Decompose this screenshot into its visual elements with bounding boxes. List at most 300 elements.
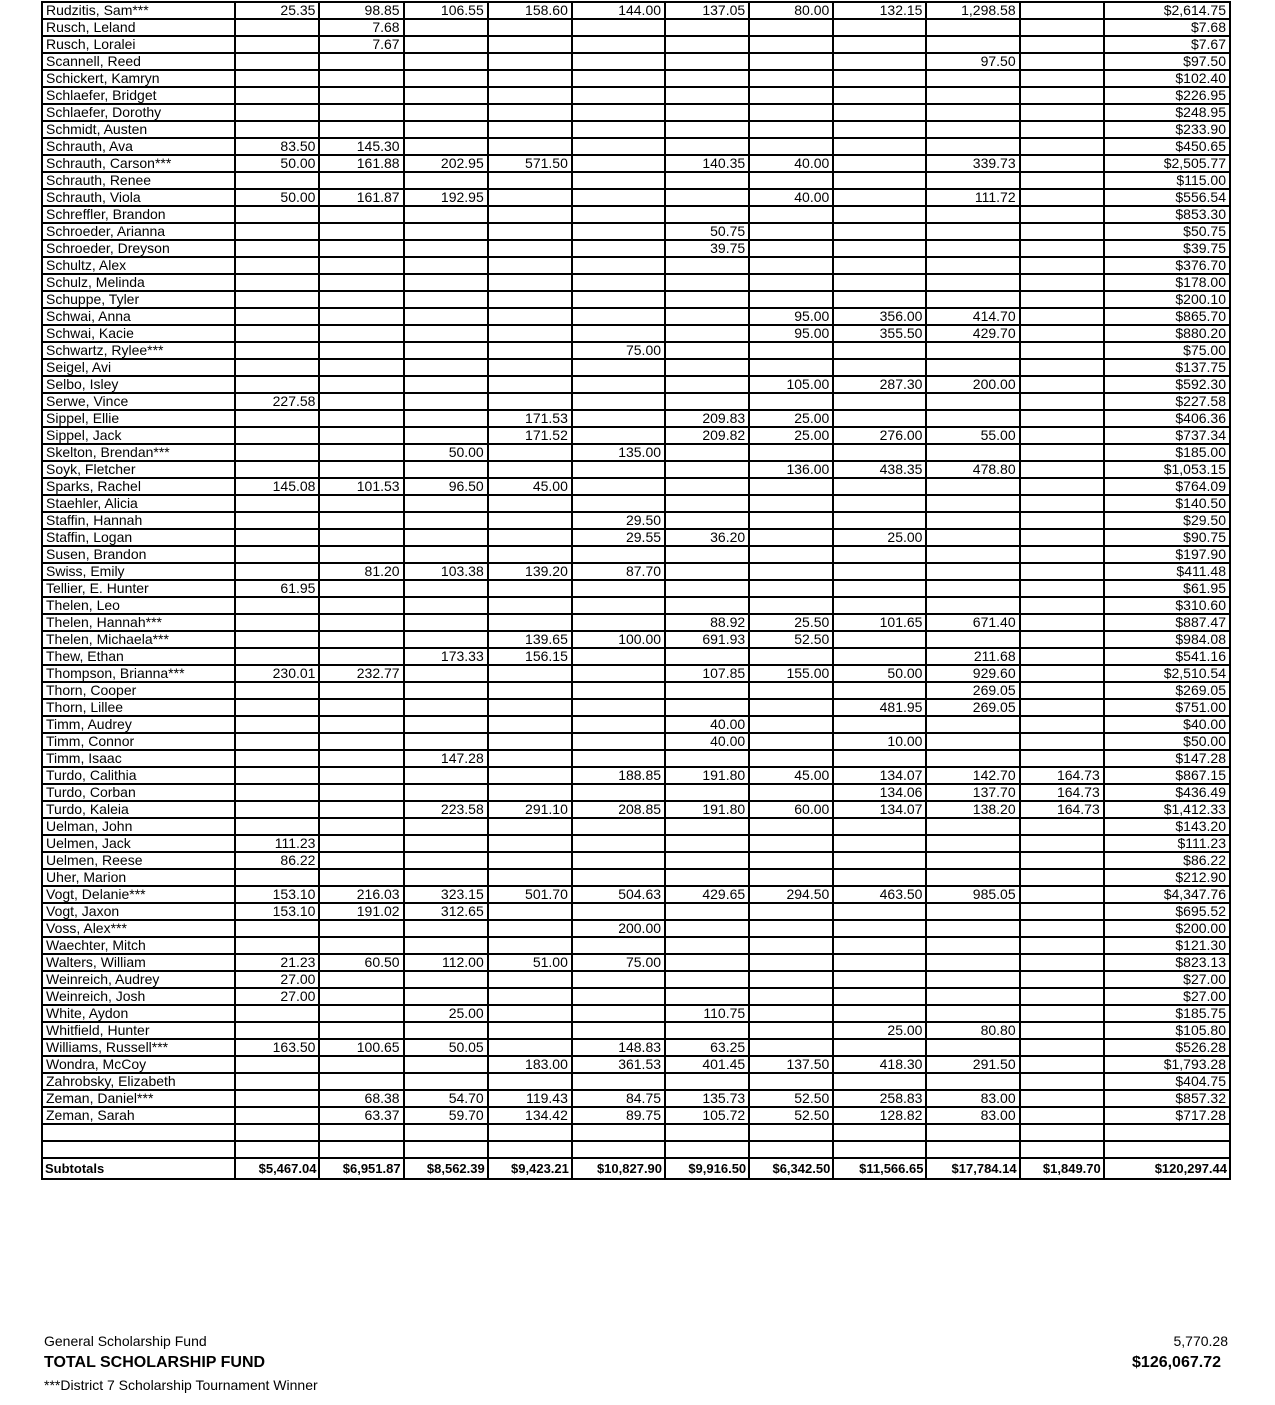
amount-cell [665, 342, 749, 359]
amount-cell [572, 325, 665, 342]
student-name-cell: Wondra, McCoy [42, 1056, 235, 1073]
amount-cell [319, 682, 403, 699]
student-name-cell: Williams, Russell*** [42, 1039, 235, 1056]
amount-cell: 269.05 [926, 699, 1019, 716]
amount-cell [319, 614, 403, 631]
amount-cell [749, 495, 833, 512]
amount-cell [572, 36, 665, 53]
amount-cell: 134.07 [833, 801, 926, 818]
table-row [42, 478, 1230, 495]
amount-cell: 88.92 [665, 614, 749, 631]
amount-cell: 7.67 [319, 36, 403, 53]
amount-cell: 134.07 [833, 767, 926, 784]
amount-cell [404, 580, 488, 597]
winner-footnote: ***District 7 Scholarship Tournament Winner [44, 1377, 318, 1393]
amount-cell [319, 767, 403, 784]
row-total-cell: $737.34 [1104, 427, 1230, 444]
amount-cell [749, 393, 833, 410]
amount-cell: 75.00 [572, 954, 665, 971]
amount-cell [665, 172, 749, 189]
amount-cell: 164.73 [1020, 784, 1104, 801]
table-row [42, 223, 1230, 240]
row-total-cell: $185.00 [1104, 444, 1230, 461]
amount-cell [488, 937, 572, 954]
amount-cell: 86.22 [235, 852, 319, 869]
amount-cell: 98.85 [319, 2, 403, 19]
student-name-cell: Uelmen, Reese [42, 852, 235, 869]
amount-cell [833, 869, 926, 886]
blank-cell [1020, 1141, 1104, 1158]
amount-cell: 40.00 [749, 189, 833, 206]
amount-cell [665, 920, 749, 937]
amount-cell [319, 869, 403, 886]
amount-cell [833, 155, 926, 172]
subtotal-cell: $6,951.87 [319, 1158, 403, 1179]
amount-cell [488, 121, 572, 138]
amount-cell [488, 903, 572, 920]
amount-cell [749, 1073, 833, 1090]
amount-cell [926, 104, 1019, 121]
amount-cell [1020, 1073, 1104, 1090]
table-row [42, 733, 1230, 750]
blank-row [42, 1124, 1230, 1141]
table-row [42, 580, 1230, 597]
general-fund-label: General Scholarship Fund [44, 1333, 207, 1349]
amount-cell [833, 1005, 926, 1022]
table-row [42, 189, 1230, 206]
amount-cell [235, 53, 319, 70]
row-total-cell: $2,614.75 [1104, 2, 1230, 19]
amount-cell: 50.00 [235, 189, 319, 206]
amount-cell [1020, 1022, 1104, 1039]
amount-cell [665, 274, 749, 291]
student-name-cell: Schuppe, Tyler [42, 291, 235, 308]
amount-cell [833, 478, 926, 495]
amount-cell [1020, 121, 1104, 138]
amount-cell: 153.10 [235, 903, 319, 920]
student-name-cell: Rudzitis, Sam*** [42, 2, 235, 19]
student-name-cell: Swiss, Emily [42, 563, 235, 580]
amount-cell [926, 172, 1019, 189]
row-total-cell: $7.68 [1104, 19, 1230, 36]
row-total-cell: $2,510.54 [1104, 665, 1230, 682]
amount-cell [572, 614, 665, 631]
amount-cell [1020, 325, 1104, 342]
amount-cell [665, 971, 749, 988]
blank-row [42, 1141, 1230, 1158]
amount-cell [1020, 1107, 1104, 1124]
row-total-cell: $1,053.15 [1104, 461, 1230, 478]
amount-cell [488, 852, 572, 869]
amount-cell [833, 1073, 926, 1090]
table-row [42, 19, 1230, 36]
amount-cell [319, 410, 403, 427]
amount-cell [1020, 1090, 1104, 1107]
amount-cell [488, 818, 572, 835]
amount-cell: 27.00 [235, 971, 319, 988]
table-row [42, 1056, 1230, 1073]
general-fund-value: 5,770.28 [1173, 1333, 1228, 1349]
amount-cell [749, 19, 833, 36]
row-total-cell: $226.95 [1104, 87, 1230, 104]
table-row [42, 1090, 1230, 1107]
amount-cell [665, 835, 749, 852]
blank-cell [235, 1141, 319, 1158]
amount-cell [235, 1056, 319, 1073]
table-row [42, 614, 1230, 631]
student-name-cell: Whitfield, Hunter [42, 1022, 235, 1039]
amount-cell [833, 87, 926, 104]
row-total-cell: $865.70 [1104, 308, 1230, 325]
amount-cell [926, 818, 1019, 835]
amount-cell: 128.82 [833, 1107, 926, 1124]
amount-cell [235, 70, 319, 87]
amount-cell: 208.85 [572, 801, 665, 818]
amount-cell [319, 835, 403, 852]
amount-cell: 10.00 [833, 733, 926, 750]
amount-cell [235, 1090, 319, 1107]
amount-cell [1020, 699, 1104, 716]
amount-cell [749, 971, 833, 988]
amount-cell [404, 36, 488, 53]
amount-cell [235, 682, 319, 699]
amount-cell [833, 954, 926, 971]
amount-cell [833, 19, 926, 36]
amount-cell [665, 444, 749, 461]
row-total-cell: $90.75 [1104, 529, 1230, 546]
amount-cell [319, 104, 403, 121]
amount-cell: 103.38 [404, 563, 488, 580]
amount-cell [1020, 189, 1104, 206]
amount-cell: 227.58 [235, 393, 319, 410]
table-row [42, 376, 1230, 393]
amount-cell [235, 801, 319, 818]
amount-cell: 985.05 [926, 886, 1019, 903]
amount-cell: 7.68 [319, 19, 403, 36]
student-name-cell: Zeman, Daniel*** [42, 1090, 235, 1107]
amount-cell [926, 410, 1019, 427]
amount-cell [1020, 2, 1104, 19]
student-name-cell: Sippel, Ellie [42, 410, 235, 427]
student-name-cell: Thorn, Cooper [42, 682, 235, 699]
table-row [42, 36, 1230, 53]
student-name-cell: Schrauth, Carson*** [42, 155, 235, 172]
amount-cell [1020, 529, 1104, 546]
amount-cell [235, 648, 319, 665]
amount-cell [572, 461, 665, 478]
row-total-cell: $233.90 [1104, 121, 1230, 138]
amount-cell: 25.00 [833, 529, 926, 546]
amount-cell [488, 19, 572, 36]
amount-cell [665, 36, 749, 53]
blank-cell [833, 1141, 926, 1158]
amount-cell [572, 869, 665, 886]
blank-cell [572, 1141, 665, 1158]
amount-cell [572, 172, 665, 189]
amount-cell [235, 529, 319, 546]
amount-cell: 36.20 [665, 529, 749, 546]
amount-cell [572, 580, 665, 597]
amount-cell [833, 291, 926, 308]
amount-cell: 55.00 [926, 427, 1019, 444]
amount-cell [319, 597, 403, 614]
amount-cell: 25.00 [749, 410, 833, 427]
amount-cell [404, 70, 488, 87]
amount-cell [833, 223, 926, 240]
subtotal-cell: $11,566.65 [833, 1158, 926, 1179]
amount-cell [235, 597, 319, 614]
amount-cell [488, 274, 572, 291]
amount-cell [926, 121, 1019, 138]
amount-cell: 287.30 [833, 376, 926, 393]
amount-cell [1020, 546, 1104, 563]
amount-cell [1020, 308, 1104, 325]
table-row [42, 393, 1230, 410]
amount-cell [235, 750, 319, 767]
amount-cell [319, 648, 403, 665]
row-total-cell: $185.75 [1104, 1005, 1230, 1022]
amount-cell: 153.10 [235, 886, 319, 903]
amount-cell [488, 325, 572, 342]
amount-cell: 101.53 [319, 478, 403, 495]
row-total-cell: $200.10 [1104, 291, 1230, 308]
amount-cell [749, 172, 833, 189]
amount-cell [572, 937, 665, 954]
amount-cell [1020, 376, 1104, 393]
amount-cell [926, 206, 1019, 223]
amount-cell [926, 512, 1019, 529]
table-row [42, 495, 1230, 512]
amount-cell [235, 614, 319, 631]
amount-cell [235, 19, 319, 36]
amount-cell [1020, 342, 1104, 359]
amount-cell [749, 36, 833, 53]
table-row [42, 257, 1230, 274]
amount-cell [488, 1022, 572, 1039]
amount-cell [404, 87, 488, 104]
amount-cell: 40.00 [749, 155, 833, 172]
student-name-cell: Soyk, Fletcher [42, 461, 235, 478]
amount-cell [1020, 478, 1104, 495]
amount-cell [749, 648, 833, 665]
amount-cell [833, 920, 926, 937]
amount-cell [404, 1056, 488, 1073]
amount-cell [404, 597, 488, 614]
student-name-cell: Schulz, Melinda [42, 274, 235, 291]
amount-cell [488, 291, 572, 308]
amount-cell [319, 427, 403, 444]
amount-cell [833, 189, 926, 206]
amount-cell: 39.75 [665, 240, 749, 257]
amount-cell [488, 580, 572, 597]
amount-cell [572, 257, 665, 274]
amount-cell: 191.80 [665, 801, 749, 818]
row-total-cell: $376.70 [1104, 257, 1230, 274]
amount-cell [1020, 223, 1104, 240]
amount-cell [235, 716, 319, 733]
amount-cell [404, 223, 488, 240]
amount-cell [572, 104, 665, 121]
amount-cell [833, 495, 926, 512]
row-total-cell: $147.28 [1104, 750, 1230, 767]
amount-cell [926, 971, 1019, 988]
amount-cell [749, 869, 833, 886]
amount-cell: 112.00 [404, 954, 488, 971]
amount-cell [319, 274, 403, 291]
amount-cell [235, 257, 319, 274]
amount-cell [665, 308, 749, 325]
student-name-cell: Schrauth, Ava [42, 138, 235, 155]
amount-cell [235, 291, 319, 308]
amount-cell [926, 580, 1019, 597]
amount-cell [319, 172, 403, 189]
amount-cell: 192.95 [404, 189, 488, 206]
total-fund-label: TOTAL SCHOLARSHIP FUND [44, 1354, 266, 1371]
amount-cell [235, 1005, 319, 1022]
amount-cell [749, 818, 833, 835]
amount-cell [1020, 920, 1104, 937]
student-name-cell: Tellier, E. Hunter [42, 580, 235, 597]
amount-cell [926, 529, 1019, 546]
amount-cell: 95.00 [749, 325, 833, 342]
table-row [42, 801, 1230, 818]
amount-cell: 691.93 [665, 631, 749, 648]
amount-cell [926, 393, 1019, 410]
amount-cell [1020, 937, 1104, 954]
student-name-cell: Zeman, Sarah [42, 1107, 235, 1124]
amount-cell [235, 444, 319, 461]
amount-cell: 25.35 [235, 2, 319, 19]
table-row [42, 444, 1230, 461]
amount-cell [235, 240, 319, 257]
amount-cell [665, 597, 749, 614]
amount-cell [833, 342, 926, 359]
amount-cell [1020, 682, 1104, 699]
amount-cell: 171.52 [488, 427, 572, 444]
amount-cell [319, 461, 403, 478]
amount-cell: 137.70 [926, 784, 1019, 801]
amount-cell [488, 750, 572, 767]
amount-cell [404, 988, 488, 1005]
amount-cell: 269.05 [926, 682, 1019, 699]
amount-cell [488, 87, 572, 104]
subtotal-cell: $9,916.50 [665, 1158, 749, 1179]
amount-cell [1020, 104, 1104, 121]
amount-cell [833, 393, 926, 410]
table-row [42, 410, 1230, 427]
amount-cell: 276.00 [833, 427, 926, 444]
amount-cell [404, 104, 488, 121]
student-name-cell: Vogt, Delanie*** [42, 886, 235, 903]
amount-cell [404, 121, 488, 138]
blank-cell [488, 1124, 572, 1141]
amount-cell [404, 19, 488, 36]
amount-cell: 27.00 [235, 988, 319, 1005]
amount-cell [833, 750, 926, 767]
amount-cell [665, 937, 749, 954]
amount-cell: 84.75 [572, 1090, 665, 1107]
amount-cell [235, 121, 319, 138]
blank-cell [404, 1141, 488, 1158]
student-name-cell: Vogt, Jaxon [42, 903, 235, 920]
amount-cell [749, 580, 833, 597]
amount-cell [404, 529, 488, 546]
amount-cell: 164.73 [1020, 767, 1104, 784]
amount-cell [749, 750, 833, 767]
row-total-cell: $2,505.77 [1104, 155, 1230, 172]
amount-cell [404, 614, 488, 631]
table-row [42, 699, 1230, 716]
amount-cell [1020, 580, 1104, 597]
blank-cell [833, 1124, 926, 1141]
amount-cell [319, 87, 403, 104]
amount-cell [404, 359, 488, 376]
amount-cell [319, 308, 403, 325]
student-name-cell: Sparks, Rachel [42, 478, 235, 495]
table-row [42, 988, 1230, 1005]
amount-cell [749, 852, 833, 869]
blank-cell [572, 1124, 665, 1141]
amount-cell [665, 478, 749, 495]
student-name-cell: Staffin, Logan [42, 529, 235, 546]
amount-cell [926, 631, 1019, 648]
amount-cell: 45.00 [749, 767, 833, 784]
amount-cell [319, 529, 403, 546]
amount-cell [833, 70, 926, 87]
table-row [42, 342, 1230, 359]
amount-cell [404, 869, 488, 886]
amount-cell [665, 546, 749, 563]
amount-cell [404, 733, 488, 750]
amount-cell [926, 257, 1019, 274]
amount-cell: 83.50 [235, 138, 319, 155]
amount-cell [665, 19, 749, 36]
amount-cell: 52.50 [749, 631, 833, 648]
row-total-cell: $178.00 [1104, 274, 1230, 291]
total-fund-value: $126,067.72 [1132, 1354, 1221, 1371]
amount-cell [488, 172, 572, 189]
amount-cell [488, 784, 572, 801]
amount-cell: 191.02 [319, 903, 403, 920]
amount-cell [665, 121, 749, 138]
amount-cell [1020, 818, 1104, 835]
row-total-cell: $137.75 [1104, 359, 1230, 376]
amount-cell [749, 597, 833, 614]
amount-cell [319, 784, 403, 801]
amount-cell [572, 206, 665, 223]
amount-cell [833, 240, 926, 257]
blank-cell [665, 1141, 749, 1158]
amount-cell [926, 274, 1019, 291]
amount-cell [1020, 631, 1104, 648]
amount-cell [235, 325, 319, 342]
amount-cell [572, 852, 665, 869]
amount-cell: 142.70 [926, 767, 1019, 784]
amount-cell [749, 920, 833, 937]
amount-cell: 83.00 [926, 1090, 1019, 1107]
amount-cell [833, 580, 926, 597]
amount-cell [833, 53, 926, 70]
amount-cell [235, 495, 319, 512]
amount-cell [926, 359, 1019, 376]
amount-cell: 155.00 [749, 665, 833, 682]
amount-cell [1020, 274, 1104, 291]
amount-cell: 291.50 [926, 1056, 1019, 1073]
row-total-cell: $105.80 [1104, 1022, 1230, 1039]
row-total-cell: $541.16 [1104, 648, 1230, 665]
table-row [42, 206, 1230, 223]
amount-cell [665, 699, 749, 716]
